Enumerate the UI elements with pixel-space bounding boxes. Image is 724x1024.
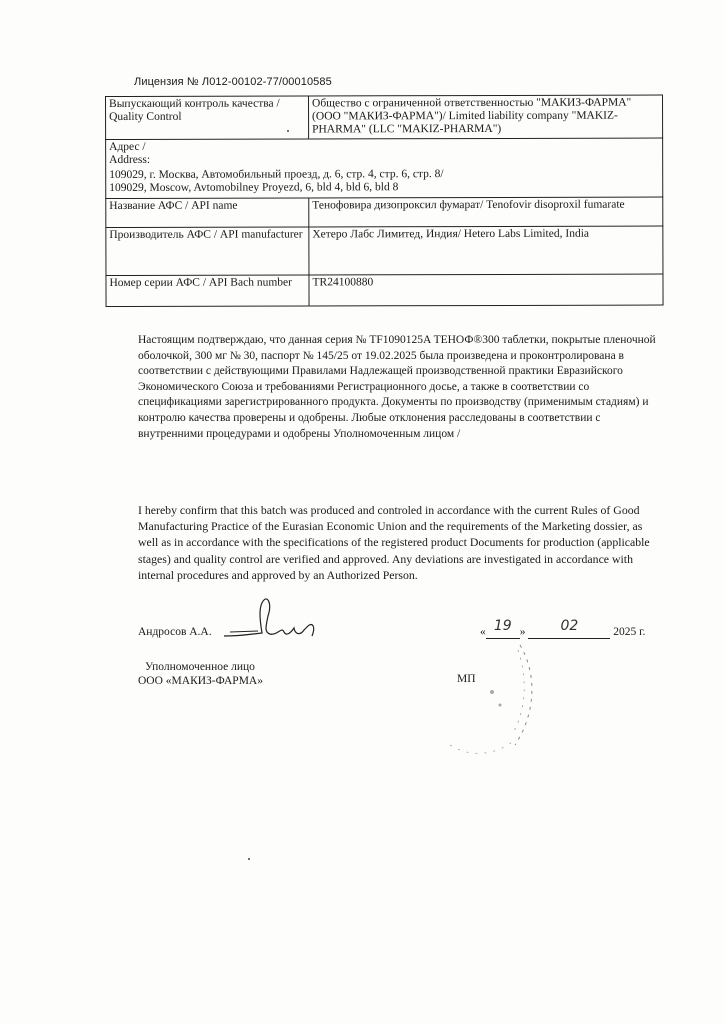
table-row: [106, 274, 663, 306]
date-month: 02: [560, 618, 579, 634]
date-day: 19: [493, 618, 512, 634]
stamp-place-label: МП: [457, 673, 476, 685]
scan-speck: [248, 858, 250, 860]
quality-control-label: Выпускающий контроль качества / Quality Control: [106, 96, 309, 140]
organization-name: ООО «МАКИЗ-ФАРМА»: [138, 675, 263, 687]
date-open-quote: «: [480, 626, 486, 638]
confirmation-paragraph-ru: Настоящим подтверждаю, что данная серия № TF1090125A ТЕНОФ®300 таблетки, покрытые пленочной оболочкой, 300 мг № 30, паспорт № 145/25 от 19.02.2025 была произведена и проконтролирована в соответствии с действующими Правилами Надлежащей производственной практики Евразийского Экономического Союза и требованиями Регистрационного досье, а также в соответствии со спецификациями зарегистрированного продукта. Документы по производству (применимым стадиям) и контролю качества проверены и одобрены. Любые отклонения расследованы в соответствии с внутренними процедурами и одобрены Уполномоченным лицом /: [138, 334, 656, 440]
table-row: [106, 197, 663, 227]
license-number: Лицензия № Л012-00102-77/00010585: [134, 76, 332, 88]
scan-speck: [287, 130, 289, 132]
api-name-label: Название АФС / API name: [106, 198, 309, 228]
api-manufacturer-value: Хетеро Лабс Лимитед, Индия/ Hetero Labs Limited, India: [309, 226, 663, 275]
api-batch-value: TR24100880: [309, 274, 663, 306]
handwritten-signature: [222, 596, 322, 642]
signatory-name: [138, 626, 212, 638]
date-close-quote: »: [519, 626, 526, 638]
date-month-field: [528, 618, 610, 639]
faded-stamp-icon: [420, 630, 540, 760]
authorized-person-title: Уполномоченное лицо: [145, 661, 255, 673]
address-label-en: Address:: [109, 153, 151, 166]
quality-control-value: Общество с ограниченной ответственностью "МАКИЗ-ФАРМА" (ООО "МАКИЗ-ФАРМА")/ Limited liability company "MAKIZ-PHARMA" (LLC "MAKIZ-PHARMA"): [309, 95, 663, 139]
address-ru: 109029, г. Москва, Автомобильный проезд, д. 6, стр. 4, стр. 6, стр. 8/: [109, 168, 444, 181]
signatory-name-text: Андросов А.А.: [138, 626, 212, 638]
confirmation-paragraph-en: I hereby confirm that this batch was produced and controled in accordance with the current Rules of Good Manufacturing Practice of the Eurasian Economic Union and the requirements of the Marketing dossier, as well as in accordance with the specifications of the registered product Documents for production (applicable stages) and quality control are verified and approved. Any deviations are investigated in accordance with internal procedures and approved by an Authorized Person.: [138, 503, 650, 582]
address-cell: [106, 138, 663, 198]
table-row: [106, 95, 663, 139]
address-en: 109029, Moscow, Avtomobilney Proyezd, 6, bld 4, bld 6, bld 8: [109, 181, 399, 194]
api-batch-label: Номер серии АФС / API Bach number: [106, 275, 309, 307]
api-manufacturer-label: Производитель АФС / API manufacturer: [106, 227, 309, 276]
table-row: [106, 138, 663, 198]
date-year: 2025 г.: [613, 626, 646, 638]
table-row: [106, 226, 663, 275]
batch-info-table: [105, 95, 664, 307]
address-label-ru: Адрес /: [109, 140, 146, 153]
api-name-value: Тенофовира дизопроксил фумарат/ Tenofovir disoproxil fumarate: [309, 197, 663, 227]
